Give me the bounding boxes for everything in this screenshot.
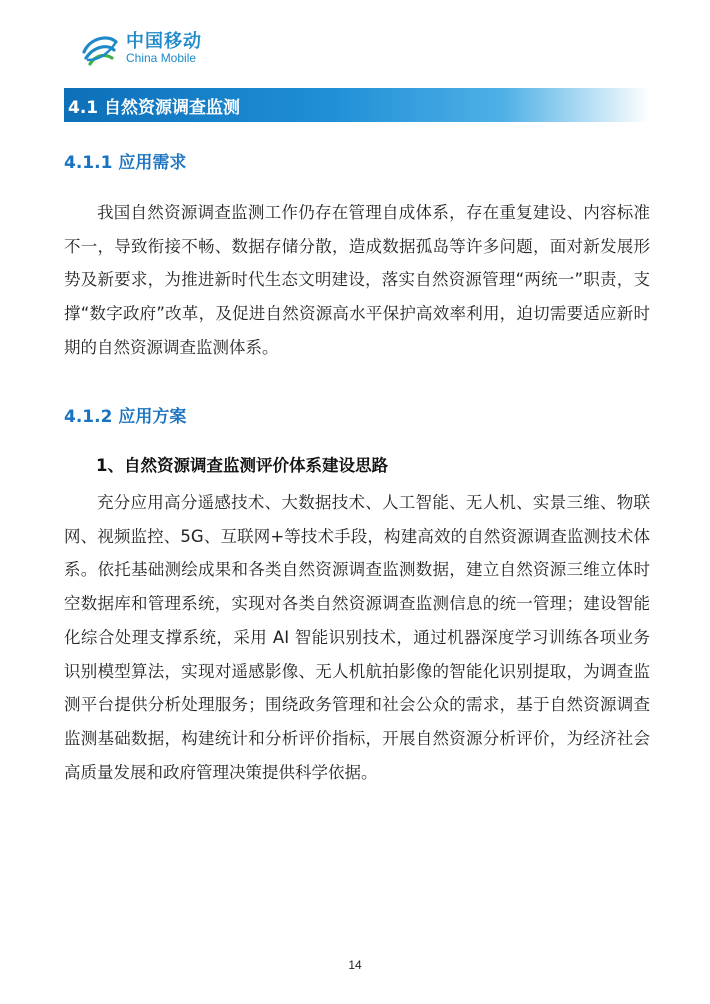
subsection-title-4-1-1: 4.1.1 应用需求 xyxy=(64,153,187,173)
section-title: 4.1 自然资源调查监测 xyxy=(68,97,241,118)
page-number: 14 xyxy=(348,958,362,972)
point-title-1: 1、自然资源调查监测评价体系建设思路 xyxy=(96,456,388,475)
subsection-title-4-1-2: 4.1.2 应用方案 xyxy=(64,407,187,427)
section-heading-bar xyxy=(64,88,650,122)
paragraph-application-requirements: 我国自然资源调查监测工作仍存在管理自成体系，存在重复建设、内容标准不一，导致衔接不畅、数据存储分散，造成数据孤岛等许多问题，面对新发展形势及新要求，为推进新时代生态文明建设，落实自然资源管理“两统一”职责，支撑“数字政府”改革，及促进自然资源高水平保护高效率利用，迫切需要适应新时期的自然资源调查监测体系。 xyxy=(64,203,650,357)
paragraph-application-solution: 充分应用高分遥感技术、大数据技术、人工智能、无人机、实景三维、物联网、视频监控、5G、互联网+等技术手段，构建高效的自然资源调查监测技术体系。依托基础测绘成果和各类自然资源调查监测数据，建立自然资源三维立体时空数据库和管理系统，实现对各类自然资源调查监测信息的统一管理；建设智能化综合处理支撑系统，采用 AI 智能识别技术，通过机器深度学习训练各项业务识别模型算法，实现对遥感影像、无人机航拍影像的智能化识别提取，为调查监测平台提供分析处理服务；围绕政务管理和社会公众的需求，基于自然资源调查监测基础数据，构建统计和分析评价指标，开展自然资源分析评价，为经济社会高质量发展和政府管理决策提供科学依据。 xyxy=(64,493,650,782)
logo-english-text: China Mobile xyxy=(126,51,197,66)
china-mobile-logo xyxy=(80,30,202,68)
logo-chinese-text: 中国移动 xyxy=(126,31,202,53)
china-mobile-logo-icon xyxy=(80,30,120,68)
